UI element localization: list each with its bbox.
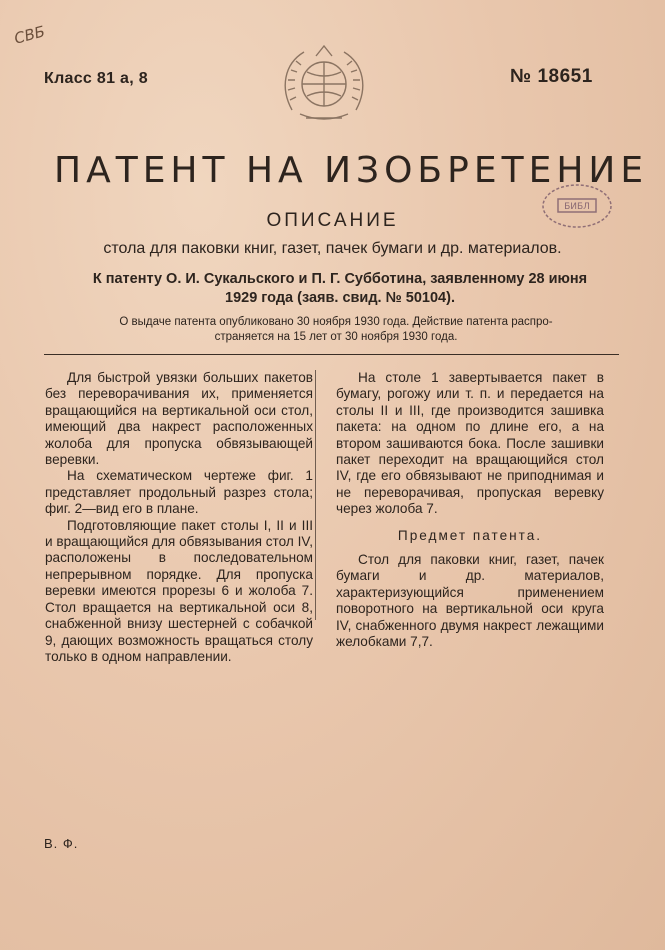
patent-reference (80, 270, 600, 308)
handwritten-note: СВБ (12, 22, 47, 48)
patent-reference-line-2: 1929 года (заяв. свид. № 50104). (225, 290, 455, 306)
document-title: ПАТЕНТ НА ИЗОБРЕТЕНИЕ (54, 150, 649, 191)
publication-line-1: О выдаче патента опубликовано 30 ноября 1930 года. Действие патента распро- (119, 316, 553, 328)
publication-line-2: страняется на 15 лет от 30 ноября 1930 года. (214, 331, 458, 343)
signature-initials: В. Ф. (44, 836, 79, 851)
invention-subject: стола для паковки книг, газет, пачек бумаги и др. материалов. (103, 240, 562, 257)
description-left-column (45, 370, 313, 665)
column-divider (315, 370, 316, 620)
paragraph: На столе 1 завертывается пакет в бумагу, рогожу или т. п. и передается на столы II и III, где производится зашивка пакета: на одном по длине его, а на втором зашиваются бока. После зашивки пакет переходит на вращающийся стол IV, где его обвязывают не приподнимая и не переворачивая, пропуская веревку через жолоба 7. (336, 370, 604, 517)
patent-number: № 18651 (510, 66, 593, 87)
class-label: Класс 81 а, 8 (44, 70, 148, 87)
patent-reference-line-1: К патенту О. И. Сукальского и П. Г. Субботина, заявленному 28 июня (92, 271, 588, 287)
description-right-column (336, 370, 604, 651)
paragraph: Подготовляющие пакет столы I, II и III и вращающийся для обвязывания стол IV, расположены в последовательном непрерывном порядке. Для пропуска веревки имеются прорезы 6 и жолоба 7. Стол вращается на вертикальной оси 8, снабженной внизу шестерней с собачкой 9, дающих возможность вращаться столу только в одном направлении. (45, 517, 313, 664)
paragraph: Для быстрой увязки больших пакетов без переворачивания их, применяется вращающийся на вертикальной оси стол, имеющий два накрест расположенных жолоба для пропуска обвязывающей веревки. (45, 370, 313, 468)
header-divider (44, 354, 619, 355)
soviet-coat-of-arms-icon (276, 40, 372, 136)
paragraph: На схематическом чертеже фиг. 1 представляет продольный разрез стола; фиг. 2—вид его в плане. (45, 468, 313, 517)
claims-text: Стол для паковки книг, газет, пачек бумаги и др. материалов, характеризующийся применением поворотного на вертикальной оси круга IV, снабженного двумя накрест лежащими желобками 7,7. (336, 552, 604, 650)
section-heading: ОПИСАНИЕ (266, 210, 399, 231)
stamp-text: БИБЛ (564, 202, 590, 212)
publication-note (76, 315, 596, 345)
claims-heading: Предмет патента. (397, 527, 543, 543)
